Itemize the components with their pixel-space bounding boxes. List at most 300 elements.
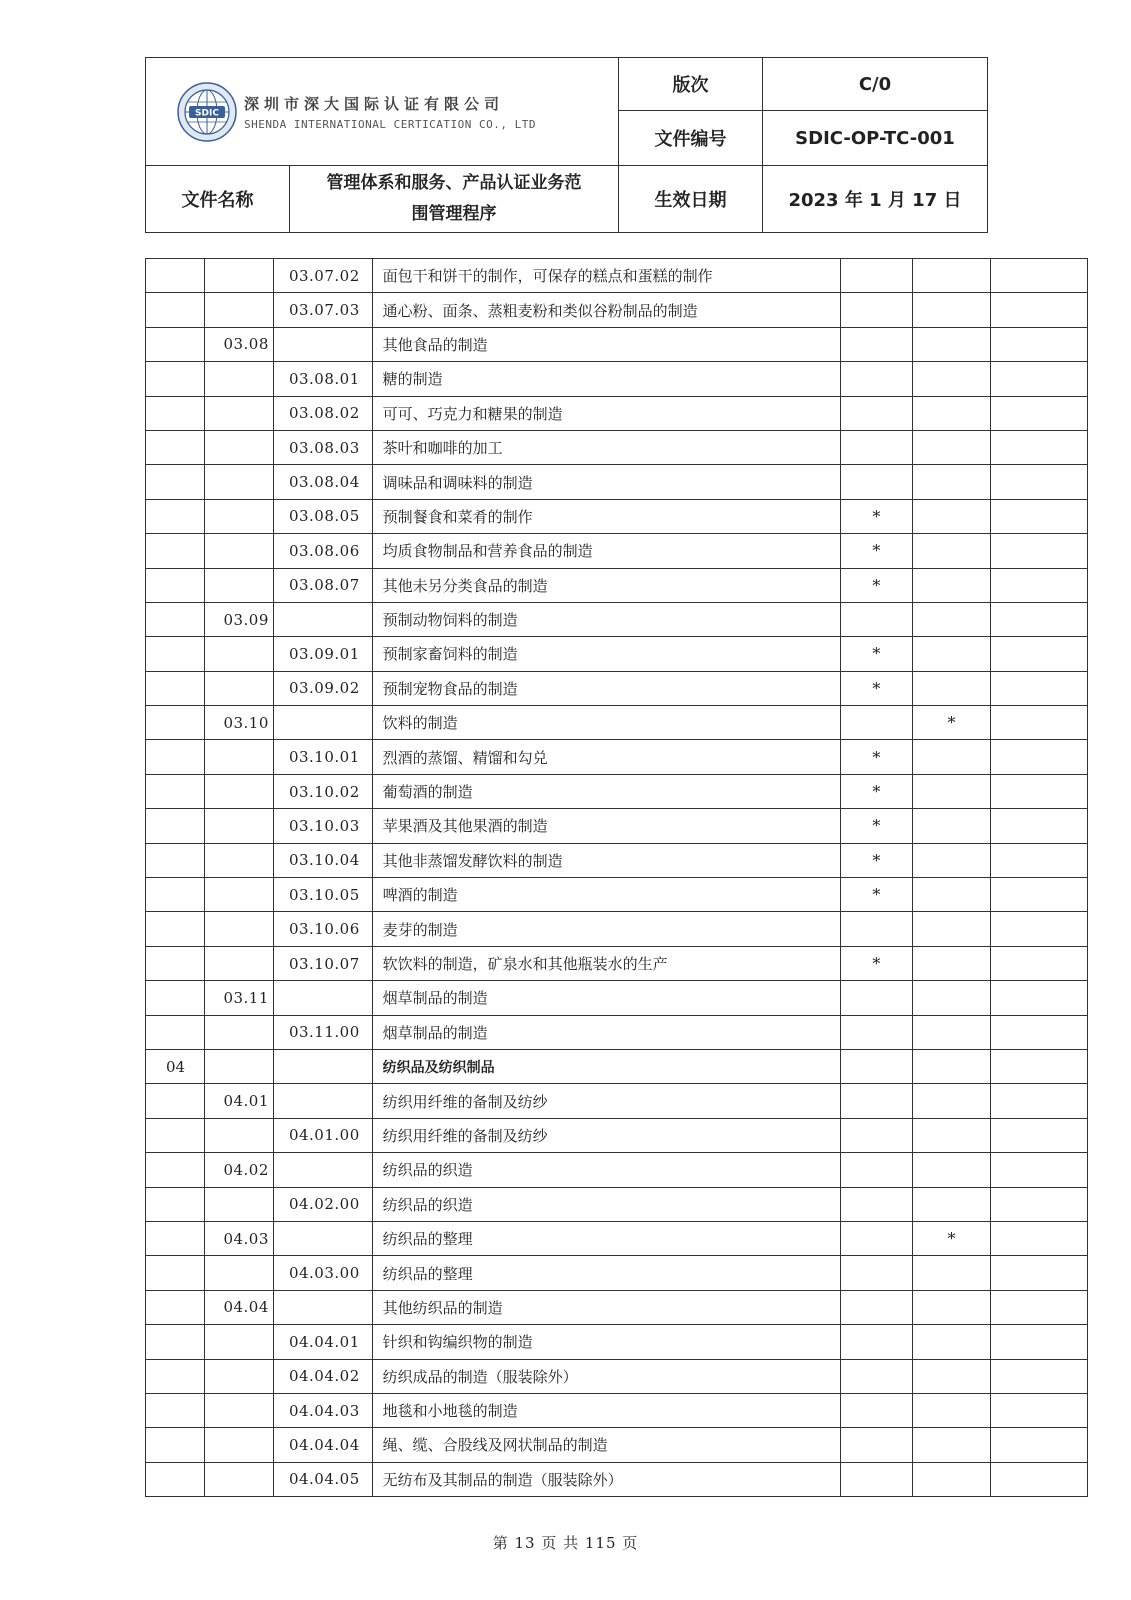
table-row: [146, 1290, 1088, 1324]
mark-col-b-cell: [912, 568, 991, 602]
group-code-cell: [205, 1428, 274, 1462]
document-number-label: 文件编号: [654, 129, 727, 150]
class-code-cell: 03.08.06: [273, 534, 372, 568]
table-row: [146, 706, 1088, 740]
mark-col-a-cell: [841, 1084, 913, 1118]
business-scope-table: [145, 258, 1088, 1497]
group-code-cell: 03.09: [205, 602, 274, 636]
table-row: [146, 809, 1088, 843]
document-name-line-1: 管理体系和服务、产品认证业务范: [326, 173, 582, 193]
class-code-cell: 03.09.02: [273, 671, 372, 705]
group-code-cell: 04.03: [205, 1221, 274, 1255]
mark-col-a-cell: *: [841, 946, 913, 980]
division-code-cell: [146, 602, 205, 636]
description-cell: 烟草制品的制造: [372, 981, 840, 1015]
group-code-cell: [205, 1049, 274, 1083]
division-code-cell: [146, 809, 205, 843]
mark-col-c-cell: [991, 1393, 1088, 1427]
mark-col-b-cell: [912, 1393, 991, 1427]
mark-col-a-cell: *: [841, 568, 913, 602]
class-code-cell: 03.08.05: [273, 499, 372, 533]
mark-col-a-cell: [841, 1325, 913, 1359]
description-cell: 饮料的制造: [372, 706, 840, 740]
description-cell: 预制餐食和菜肴的制作: [372, 499, 840, 533]
division-code-cell: [146, 981, 205, 1015]
mark-col-a-cell: [841, 465, 913, 499]
mark-col-c-cell: [991, 602, 1088, 636]
division-code-cell: [146, 293, 205, 327]
table-row: [146, 327, 1088, 361]
mark-col-a-cell: [841, 259, 913, 293]
mark-col-b-cell: [912, 1187, 991, 1221]
description-cell: 地毯和小地毯的制造: [372, 1393, 840, 1427]
division-code-cell: [146, 1118, 205, 1152]
mark-col-b-cell: [912, 1049, 991, 1083]
mark-col-c-cell: [991, 1325, 1088, 1359]
group-code-cell: 03.11: [205, 981, 274, 1015]
group-code-cell: [205, 1187, 274, 1221]
group-code-cell: [205, 740, 274, 774]
division-code-cell: [146, 946, 205, 980]
table-row: [146, 1359, 1088, 1393]
mark-col-c-cell: [991, 878, 1088, 912]
mark-col-a-cell: [841, 1462, 913, 1496]
company-logo-block: [146, 58, 619, 165]
mark-col-c-cell: [991, 1084, 1088, 1118]
table-row: [146, 1118, 1088, 1152]
group-code-cell: [205, 430, 274, 464]
mark-col-b-cell: [912, 499, 991, 533]
mark-col-b-cell: *: [912, 706, 991, 740]
table-row: [146, 671, 1088, 705]
division-code-cell: [146, 1084, 205, 1118]
group-code-cell: [205, 396, 274, 430]
group-code-cell: [205, 1462, 274, 1496]
division-code-cell: [146, 499, 205, 533]
mark-col-c-cell: [991, 430, 1088, 464]
mark-col-a-cell: [841, 396, 913, 430]
group-code-cell: [205, 1325, 274, 1359]
mark-col-a-cell: [841, 1118, 913, 1152]
mark-col-b-cell: [912, 1084, 991, 1118]
division-code-cell: [146, 1325, 205, 1359]
table-row: [146, 1084, 1088, 1118]
division-code-cell: [146, 1221, 205, 1255]
division-code-cell: [146, 1153, 205, 1187]
table-row: [146, 946, 1088, 980]
mark-col-c-cell: [991, 706, 1088, 740]
version-value: C/0: [858, 73, 892, 95]
division-code-cell: [146, 1256, 205, 1290]
class-code-cell: 03.08.03: [273, 430, 372, 464]
description-cell: 啤酒的制造: [372, 878, 840, 912]
mark-col-b-cell: [912, 878, 991, 912]
mark-col-b-cell: [912, 1359, 991, 1393]
mark-col-a-cell: *: [841, 809, 913, 843]
mark-col-c-cell: [991, 774, 1088, 808]
description-cell: 预制家畜饲料的制造: [372, 637, 840, 671]
table-row: [146, 740, 1088, 774]
description-cell: 葡萄酒的制造: [372, 774, 840, 808]
mark-col-c-cell: [991, 740, 1088, 774]
mark-col-b-cell: [912, 981, 991, 1015]
mark-col-c-cell: [991, 1256, 1088, 1290]
description-cell: 其他未另分类食品的制造: [372, 568, 840, 602]
class-code-cell: 03.11.00: [273, 1015, 372, 1049]
division-code-cell: [146, 259, 205, 293]
table-row: [146, 499, 1088, 533]
group-code-cell: 04.02: [205, 1153, 274, 1187]
description-cell: 纺织品的整理: [372, 1221, 840, 1255]
mark-col-c-cell: [991, 637, 1088, 671]
table-row: [146, 1221, 1088, 1255]
group-code-cell: 04.01: [205, 1084, 274, 1118]
division-code-cell: [146, 740, 205, 774]
table-row: [146, 843, 1088, 877]
mark-col-a-cell: *: [841, 534, 913, 568]
class-code-cell: 03.10.02: [273, 774, 372, 808]
description-cell: 纺织用纤维的备制及纺纱: [372, 1084, 840, 1118]
group-code-cell: 04.04: [205, 1290, 274, 1324]
mark-col-b-cell: [912, 671, 991, 705]
document-header: [145, 57, 988, 233]
document-name-label: 文件名称: [181, 190, 254, 211]
division-code-cell: [146, 568, 205, 602]
division-code-cell: 04: [146, 1049, 205, 1083]
description-cell: 软饮料的制造，矿泉水和其他瓶装水的生产: [372, 946, 840, 980]
division-code-cell: [146, 1015, 205, 1049]
division-code-cell: [146, 327, 205, 361]
class-code-cell: 04.03.00: [273, 1256, 372, 1290]
description-cell: 纺织品及纺织制品: [372, 1049, 840, 1083]
class-code-cell: 03.10.05: [273, 878, 372, 912]
description-cell: 面包干和饼干的制作，可保存的糕点和蛋糕的制作: [372, 259, 840, 293]
division-code-cell: [146, 878, 205, 912]
description-cell: 无纺布及其制品的制造（服装除外）: [372, 1462, 840, 1496]
mark-col-b-cell: [912, 912, 991, 946]
description-cell: 其他非蒸馏发酵饮料的制造: [372, 843, 840, 877]
description-cell: 茶叶和咖啡的加工: [372, 430, 840, 464]
class-code-cell: 03.09.01: [273, 637, 372, 671]
mark-col-b-cell: [912, 396, 991, 430]
division-code-cell: [146, 362, 205, 396]
mark-col-b-cell: [912, 362, 991, 396]
class-code-cell: 03.10.04: [273, 843, 372, 877]
description-cell: 其他纺织品的制造: [372, 1290, 840, 1324]
mark-col-b-cell: [912, 637, 991, 671]
mark-col-b-cell: [912, 1325, 991, 1359]
class-code-cell: 03.10.06: [273, 912, 372, 946]
mark-col-c-cell: [991, 568, 1088, 602]
description-cell: 烟草制品的制造: [372, 1015, 840, 1049]
description-cell: 烈酒的蒸馏、精馏和勾兑: [372, 740, 840, 774]
mark-col-c-cell: [991, 1049, 1088, 1083]
table-row: [146, 912, 1088, 946]
table-row: [146, 602, 1088, 636]
page-number: 第 13 页 共 115 页: [492, 1534, 639, 1552]
mark-col-b-cell: [912, 1428, 991, 1462]
description-cell: 预制宠物食品的制造: [372, 671, 840, 705]
table-row: [146, 981, 1088, 1015]
table-row: [146, 293, 1088, 327]
class-code-cell: [273, 1221, 372, 1255]
table-row: [146, 1153, 1088, 1187]
table-row: [146, 637, 1088, 671]
mark-col-c-cell: [991, 534, 1088, 568]
table-row: [146, 1462, 1088, 1496]
class-code-cell: 04.04.01: [273, 1325, 372, 1359]
class-code-cell: 04.04.03: [273, 1393, 372, 1427]
mark-col-c-cell: [991, 1221, 1088, 1255]
division-code-cell: [146, 774, 205, 808]
mark-col-c-cell: [991, 465, 1088, 499]
description-cell: 纺织品的织造: [372, 1153, 840, 1187]
table-row: [146, 1325, 1088, 1359]
class-code-cell: [273, 1153, 372, 1187]
division-code-cell: [146, 637, 205, 671]
class-code-cell: [273, 602, 372, 636]
table-row: [146, 878, 1088, 912]
company-name-cn: 深圳市深大国际认证有限公司: [244, 95, 505, 113]
table-row: [146, 774, 1088, 808]
mark-col-b-cell: [912, 534, 991, 568]
mark-col-a-cell: *: [841, 637, 913, 671]
table-row: [146, 1428, 1088, 1462]
document-number-value: SDIC-OP-TC-001: [795, 127, 955, 149]
class-code-cell: 03.08.02: [273, 396, 372, 430]
description-cell: 糖的制造: [372, 362, 840, 396]
mark-col-a-cell: *: [841, 499, 913, 533]
mark-col-a-cell: [841, 293, 913, 327]
mark-col-c-cell: [991, 362, 1088, 396]
mark-col-a-cell: [841, 1290, 913, 1324]
description-cell: 可可、巧克力和糖果的制造: [372, 396, 840, 430]
class-code-cell: 03.08.01: [273, 362, 372, 396]
mark-col-c-cell: [991, 499, 1088, 533]
class-code-cell: 03.10.01: [273, 740, 372, 774]
table-row: [146, 465, 1088, 499]
table-row: [146, 1015, 1088, 1049]
class-code-cell: [273, 706, 372, 740]
mark-col-a-cell: *: [841, 878, 913, 912]
group-code-cell: [205, 1393, 274, 1427]
group-code-cell: [205, 499, 274, 533]
mark-col-b-cell: [912, 259, 991, 293]
mark-col-c-cell: [991, 1187, 1088, 1221]
version-label: 版次: [672, 75, 709, 96]
group-code-cell: [205, 1256, 274, 1290]
mark-col-b-cell: [912, 1118, 991, 1152]
mark-col-b-cell: [912, 1462, 991, 1496]
mark-col-a-cell: [841, 1359, 913, 1393]
class-code-cell: 03.08.07: [273, 568, 372, 602]
mark-col-b-cell: [912, 602, 991, 636]
mark-col-a-cell: [841, 1015, 913, 1049]
division-code-cell: [146, 430, 205, 464]
division-code-cell: [146, 843, 205, 877]
mark-col-a-cell: *: [841, 774, 913, 808]
mark-col-a-cell: *: [841, 843, 913, 877]
division-code-cell: [146, 1290, 205, 1324]
description-cell: 苹果酒及其他果酒的制造: [372, 809, 840, 843]
group-code-cell: [205, 293, 274, 327]
description-cell: 纺织品的整理: [372, 1256, 840, 1290]
mark-col-b-cell: [912, 1153, 991, 1187]
group-code-cell: 03.08: [205, 327, 274, 361]
table-row: [146, 396, 1088, 430]
mark-col-a-cell: [841, 912, 913, 946]
mark-col-a-cell: [841, 1393, 913, 1427]
mark-col-c-cell: [991, 843, 1088, 877]
mark-col-c-cell: [991, 1118, 1088, 1152]
mark-col-b-cell: [912, 327, 991, 361]
description-cell: 纺织成品的制造（服装除外）: [372, 1359, 840, 1393]
group-code-cell: [205, 259, 274, 293]
group-code-cell: [205, 809, 274, 843]
class-code-cell: 03.08.04: [273, 465, 372, 499]
table-row: [146, 430, 1088, 464]
table-row: [146, 1187, 1088, 1221]
table-row: [146, 362, 1088, 396]
document-name-value: [290, 166, 618, 232]
mark-col-a-cell: [841, 1221, 913, 1255]
description-cell: 调味品和调味料的制造: [372, 465, 840, 499]
group-code-cell: [205, 534, 274, 568]
mark-col-a-cell: [841, 602, 913, 636]
mark-col-a-cell: [841, 1187, 913, 1221]
mark-col-b-cell: [912, 946, 991, 980]
mark-col-b-cell: [912, 809, 991, 843]
division-code-cell: [146, 671, 205, 705]
mark-col-a-cell: [841, 706, 913, 740]
class-code-cell: 03.10.03: [273, 809, 372, 843]
group-code-cell: [205, 362, 274, 396]
class-code-cell: [273, 1084, 372, 1118]
group-code-cell: [205, 774, 274, 808]
division-code-cell: [146, 1187, 205, 1221]
table-row: [146, 1049, 1088, 1083]
mark-col-c-cell: [991, 396, 1088, 430]
class-code-cell: [273, 1290, 372, 1324]
mark-col-b-cell: [912, 1015, 991, 1049]
mark-col-c-cell: [991, 293, 1088, 327]
table-row: [146, 259, 1088, 293]
description-cell: 麦芽的制造: [372, 912, 840, 946]
group-code-cell: [205, 946, 274, 980]
class-code-cell: 03.10.07: [273, 946, 372, 980]
mark-col-a-cell: [841, 1428, 913, 1462]
group-code-cell: [205, 1359, 274, 1393]
mark-col-b-cell: [912, 1290, 991, 1324]
description-cell: 针织和钩编织物的制造: [372, 1325, 840, 1359]
class-code-cell: [273, 327, 372, 361]
group-code-cell: [205, 637, 274, 671]
effective-date-value: 2023 年 1 月 17 日: [788, 190, 962, 211]
mark-col-b-cell: [912, 293, 991, 327]
class-code-cell: 03.07.02: [273, 259, 372, 293]
description-cell: 纺织品的织造: [372, 1187, 840, 1221]
table-body: [146, 259, 1088, 1497]
group-code-cell: [205, 912, 274, 946]
class-code-cell: [273, 1049, 372, 1083]
mark-col-c-cell: [991, 1015, 1088, 1049]
mark-col-b-cell: [912, 774, 991, 808]
mark-col-a-cell: *: [841, 740, 913, 774]
division-code-cell: [146, 1359, 205, 1393]
table-row: [146, 568, 1088, 602]
group-code-cell: [205, 843, 274, 877]
class-code-cell: 04.04.05: [273, 1462, 372, 1496]
description-cell: 绳、缆、合股线及网状制品的制造: [372, 1428, 840, 1462]
mark-col-c-cell: [991, 671, 1088, 705]
description-cell: 通心粉、面条、蒸粗麦粉和类似谷粉制品的制造: [372, 293, 840, 327]
description-cell: 其他食品的制造: [372, 327, 840, 361]
group-code-cell: [205, 671, 274, 705]
table-row: [146, 534, 1088, 568]
mark-col-c-cell: [991, 1462, 1088, 1496]
class-code-cell: 04.04.02: [273, 1359, 372, 1393]
group-code-cell: [205, 878, 274, 912]
mark-col-b-cell: [912, 1256, 991, 1290]
mark-col-c-cell: [991, 981, 1088, 1015]
mark-col-c-cell: [991, 1290, 1088, 1324]
mark-col-c-cell: [991, 809, 1088, 843]
division-code-cell: [146, 1393, 205, 1427]
company-name-en: SHENDA INTERNATIONAL CERTICATION CO., LTD: [244, 118, 537, 131]
mark-col-b-cell: [912, 740, 991, 774]
mark-col-a-cell: [841, 981, 913, 1015]
description-cell: 纺织用纤维的备制及纺纱: [372, 1118, 840, 1152]
group-code-cell: [205, 1015, 274, 1049]
table-row: [146, 1393, 1088, 1427]
division-code-cell: [146, 706, 205, 740]
group-code-cell: [205, 465, 274, 499]
class-code-cell: 04.01.00: [273, 1118, 372, 1152]
group-code-cell: 03.10: [205, 706, 274, 740]
division-code-cell: [146, 396, 205, 430]
mark-col-b-cell: *: [912, 1221, 991, 1255]
table-row: [146, 1256, 1088, 1290]
mark-col-b-cell: [912, 465, 991, 499]
mark-col-a-cell: [841, 1153, 913, 1187]
document-name-line-2: 围管理程序: [411, 204, 497, 224]
mark-col-a-cell: [841, 1049, 913, 1083]
effective-date-label: 生效日期: [654, 190, 727, 211]
mark-col-a-cell: [841, 1256, 913, 1290]
mark-col-a-cell: *: [841, 671, 913, 705]
class-code-cell: [273, 981, 372, 1015]
mark-col-b-cell: [912, 430, 991, 464]
mark-col-c-cell: [991, 327, 1088, 361]
mark-col-c-cell: [991, 1153, 1088, 1187]
mark-col-a-cell: [841, 327, 913, 361]
globe-logo-icon: [177, 82, 237, 142]
division-code-cell: [146, 912, 205, 946]
division-code-cell: [146, 1462, 205, 1496]
description-cell: 预制动物饲料的制造: [372, 602, 840, 636]
group-code-cell: [205, 568, 274, 602]
mark-col-c-cell: [991, 1359, 1088, 1393]
mark-col-a-cell: [841, 362, 913, 396]
mark-col-c-cell: [991, 259, 1088, 293]
division-code-cell: [146, 1428, 205, 1462]
class-code-cell: 04.02.00: [273, 1187, 372, 1221]
mark-col-c-cell: [991, 946, 1088, 980]
mark-col-a-cell: [841, 430, 913, 464]
mark-col-c-cell: [991, 912, 1088, 946]
mark-col-b-cell: [912, 843, 991, 877]
group-code-cell: [205, 1118, 274, 1152]
